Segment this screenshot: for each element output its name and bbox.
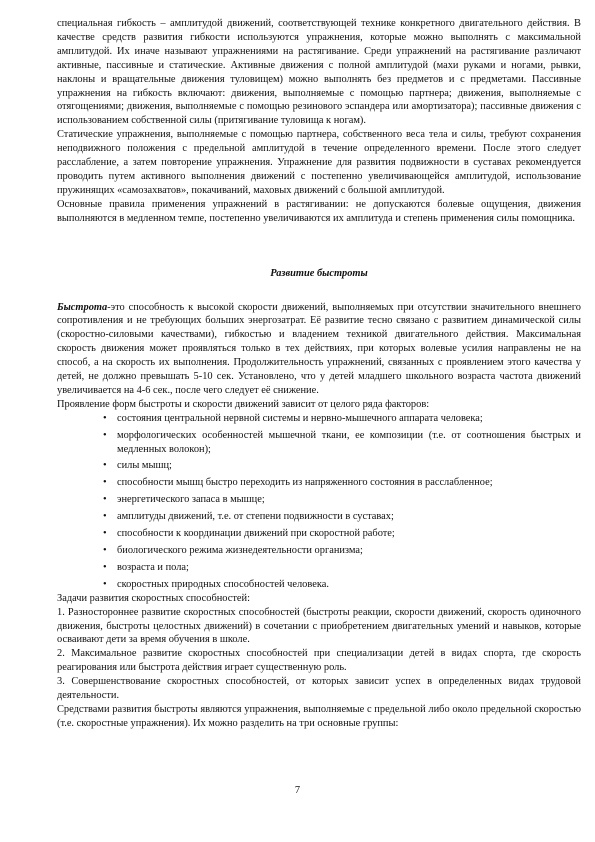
list-item: [103, 476, 581, 490]
section-spacer: [57, 226, 581, 267]
bullet-icon: •: [103, 561, 107, 573]
list-item: [103, 493, 581, 507]
list-item-text: возраста и пола;: [117, 561, 189, 573]
list-item: [103, 429, 581, 457]
bullet-icon: •: [103, 477, 107, 489]
body-paragraph: Статические упражнения, выполняемые с помощью партнера, собственного веса тела и силы, требуют сохранения неподвижного положения с предельной амплитудой в течение определенного времени. После этого следует расслабление, а затем повторение упражнения. Упражнение для развития подвижности в суставах рекомендуется проводить путем активного выполнения движений с постепенно увеличивающейся амплитудой, использование пружинящих «самозахватов», покачиваний, маховых движений с большой амплитудой.: [57, 129, 581, 196]
list-item-text: способности мышц быстро переходить из напряженного состояния в расслабленное;: [117, 477, 493, 489]
list-item-text: способности к координации движений при скоростной работе;: [117, 528, 395, 540]
body-paragraph: Основные правила применения упражнений в растягивании: не допускаются болевые ощущения, движения выполняются в медленном темпе, постепенно увеличиваются их амплитуда и степень применения силы помощника.: [57, 198, 581, 224]
closing-paragraph: Средствами развития быстроты являются упражнения, выполняемые с предельной либо около предельной скоростью (т.е. скоростные упражнения). Их можно разделить на три основные группы:: [57, 703, 581, 729]
list-item: [103, 544, 581, 558]
list-item-text: скоростных природных способностей человека.: [117, 578, 329, 590]
list-item-text: амплитуды движений, т.е. от степени подвижности в суставах;: [117, 511, 394, 523]
list-item-text: энергетического запаса в мышце;: [117, 494, 265, 506]
section-heading: Развитие быстроты: [270, 267, 368, 279]
list-item: [103, 510, 581, 524]
list-item: [103, 459, 581, 473]
list-item-text: силы мышц;: [117, 460, 172, 472]
list-item: [103, 412, 581, 426]
list-item-text: биологического режима жизнедеятельности организма;: [117, 545, 363, 556]
speed-definition-text: -это способность к высокой скорости движений, выполняемых при отсутствии значительного внешнего сопротивления и не требующих больших энергозатрат. Её развитие тесно связано с развитием динамической силы (скоростно-силовыми качествами), гибкостью и владением техникой двигательного действия. Максимальная скорость движения может проявляться только в тех действиях, при которых волевые усилия направлены не на способ, а на скорость их выполнения. Продолжительность упражнений, связанных с проявлением этого качества у детей, не должно превышать 5-10 сек. Установлено, что у детей младшего школьного возраста частота движений увеличивается на 4-6 сек., после чего следует её снижение.: [57, 301, 581, 396]
page-number: 7: [294, 785, 301, 796]
list-item: [103, 578, 581, 592]
list-item-text: состояния центральной нервной системы и нервно-мышечного аппарата человека;: [117, 412, 483, 424]
bullet-icon: •: [103, 429, 107, 441]
bullet-icon: •: [103, 528, 107, 540]
tasks-intro: Задачи развития скоростных способностей:: [57, 592, 250, 604]
list-item-text: морфологических особенностей мышечной ткани, ее композиции (т.е. от соотношения быстрых и медленных волокон);: [117, 429, 581, 455]
list-item: [103, 561, 581, 575]
bullet-icon: •: [103, 460, 107, 472]
body-paragraph: специальная гибкость – амплитудой движений, соответствующей технике конкретного двигательного действия. В качестве средств развития гибкости используются упражнения, которые можно выполнять с максимальной амплитудой. Их иначе называют упражнениями на растягивание. Среди упражнений на растягивание различают активные, пассивные и статические. Активные движения с полной амплитудой (махи руками и ногами, рывки, наклоны и вращательные движения туловищем) можно выполнять без предметов и с предметами. Пассивные упражнения на гибкость включают: движения, выполняемые с помощью партнера; движения, выполняемые с отягощениями; движения, выполняемые с помощью резинового эспандера или амортизатора); пассивные движения с использованием собственной силы (притягивание туловища к ногам).: [57, 18, 581, 127]
task-item: 1. Разностороннее развитие скоростных способностей (быстроты реакции, скорости движений, скорость одиночного движения, быстроты целостных движений) в сочетании с приобретением двигательных умений и навыков, которые осваивают дети за время обучения в школе.: [57, 606, 581, 646]
speed-term: Быстрота: [57, 301, 108, 313]
factors-intro: Проявление форм быстроты и скорости движений зависит от целого ряда факторов:: [57, 398, 430, 410]
task-item: 3. Совершенствование скоростных способностей, от которых зависит успех в определенных видах трудовой деятельности.: [57, 676, 581, 702]
bullet-icon: •: [103, 412, 107, 424]
bullet-icon: •: [103, 494, 107, 506]
bullet-icon: •: [103, 545, 107, 556]
factors-list: [57, 412, 581, 592]
document-page: [57, 17, 581, 731]
speed-definition-paragraph: [57, 301, 581, 398]
task-item: 2. Максимальное развитие скоростных способностей при специализации детей в видах спорта, где скорость реагирования или быстрота действия играет существенную роль.: [57, 648, 581, 674]
bullet-icon: •: [103, 578, 107, 590]
bullet-icon: •: [103, 511, 107, 523]
list-item: [103, 527, 581, 541]
